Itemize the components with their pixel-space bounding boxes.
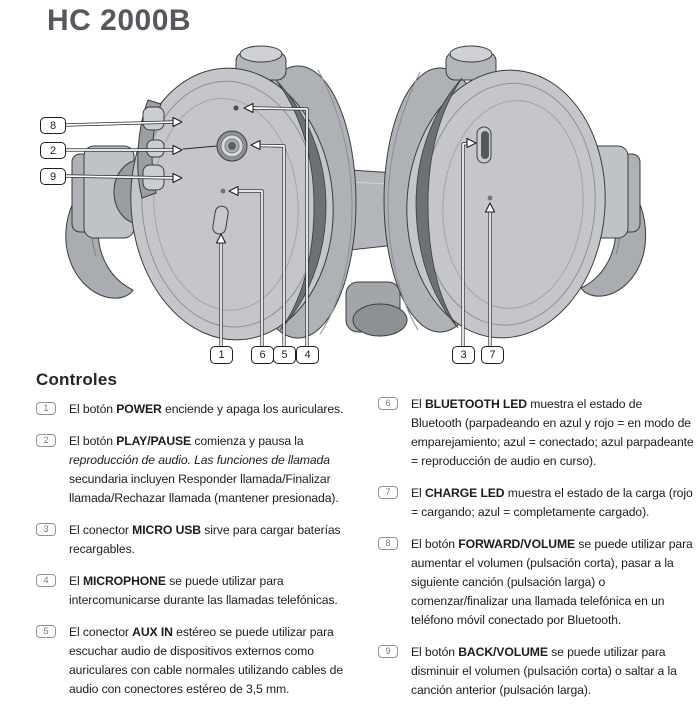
callout-aux-in: 5 <box>273 346 296 364</box>
aux-in-jack <box>217 131 247 161</box>
callout-back-volume: 9 <box>40 168 66 185</box>
item-number-badge: 9 <box>378 645 398 658</box>
control-item-2 <box>36 432 362 508</box>
item-number-badge: 4 <box>36 574 56 587</box>
control-item-7 <box>378 484 694 522</box>
callout-microphone: 4 <box>296 346 319 364</box>
item-number-badge: 1 <box>36 402 56 415</box>
callout-play-pause: 2 <box>40 142 66 159</box>
micro-usb-port <box>477 127 491 163</box>
control-item-9 <box>378 643 694 700</box>
callout-power: 1 <box>210 346 233 364</box>
control-item-4 <box>36 572 362 610</box>
control-item-5 <box>36 623 362 699</box>
control-item-text: El botón PLAY/PAUSE comienza y pausa la reproducción de audio. Las funciones de llamada secundaria incluyen Responder llamada/Finalizar llamada/Rechazar llamada (mantener presionada). <box>69 434 339 506</box>
control-item-text: El botón FORWARD/VOLUME se puede utilizar para aumentar el volumen (pulsación corta), pasar a la siguiente canción (pulsación larga) o comenzar/finalizar una llamada telefónica en un teléfono móvil conectado por Bluetooth. <box>411 537 693 628</box>
control-item-text: El BLUETOOTH LED muestra el estado de Bluetooth (parpadeando en azul y rojo = en modo de emparejamiento; azul = conectado; azul parpadeante = reproducción de audio en curso). <box>411 397 694 469</box>
control-item-text: El MICROPHONE se puede utilizar para intercomunicarse durante las llamadas telefónicas. <box>69 574 338 608</box>
control-item-text: El botón BACK/VOLUME se puede utilizar para disminuir el volumen (pulsación corta) o saltar a la canción anterior (pulsación larga). <box>411 645 677 698</box>
control-item-6 <box>378 395 694 471</box>
controls-column-right <box>378 395 694 713</box>
bluetooth-led <box>221 189 226 194</box>
control-item-text: El CHARGE LED muestra el estado de la carga (rojo = cargando; azul = completamente cargado). <box>411 486 693 520</box>
item-number-badge: 6 <box>378 397 398 410</box>
item-number-badge: 2 <box>36 434 56 447</box>
control-item-text: El botón POWER enciende y apaga los auriculares. <box>69 402 344 416</box>
callout-forward-volume: 8 <box>40 117 66 134</box>
control-item-text: El conector AUX IN estéreo se puede utilizar para escuchar audio de dispositivos externos como auriculares con cable normales utilizando cables de audio con conectores estéreo de 3,5 mm. <box>69 625 344 697</box>
controls-column-left <box>36 400 362 713</box>
item-number-badge: 5 <box>36 625 56 638</box>
microphone-hole <box>233 105 238 110</box>
control-item-8 <box>378 535 694 630</box>
item-number-badge: 7 <box>378 486 398 499</box>
control-item-3 <box>36 521 362 559</box>
charge-led <box>488 196 493 201</box>
callout-micro-usb: 3 <box>452 346 475 364</box>
section-title: Controles <box>36 370 118 389</box>
item-number-badge: 8 <box>378 537 398 550</box>
control-item-text: El conector MICRO USB sirve para cargar baterías recargables. <box>69 523 341 557</box>
control-item-1 <box>36 400 362 419</box>
item-number-badge: 3 <box>36 523 56 536</box>
callout-bluetooth-led: 6 <box>251 346 274 364</box>
page-title: HC 2000B <box>47 4 192 37</box>
forward-volume-button <box>143 107 164 130</box>
fold-hinge-left <box>346 282 407 336</box>
controls-list <box>0 397 700 713</box>
callout-charge-led: 7 <box>481 346 504 364</box>
